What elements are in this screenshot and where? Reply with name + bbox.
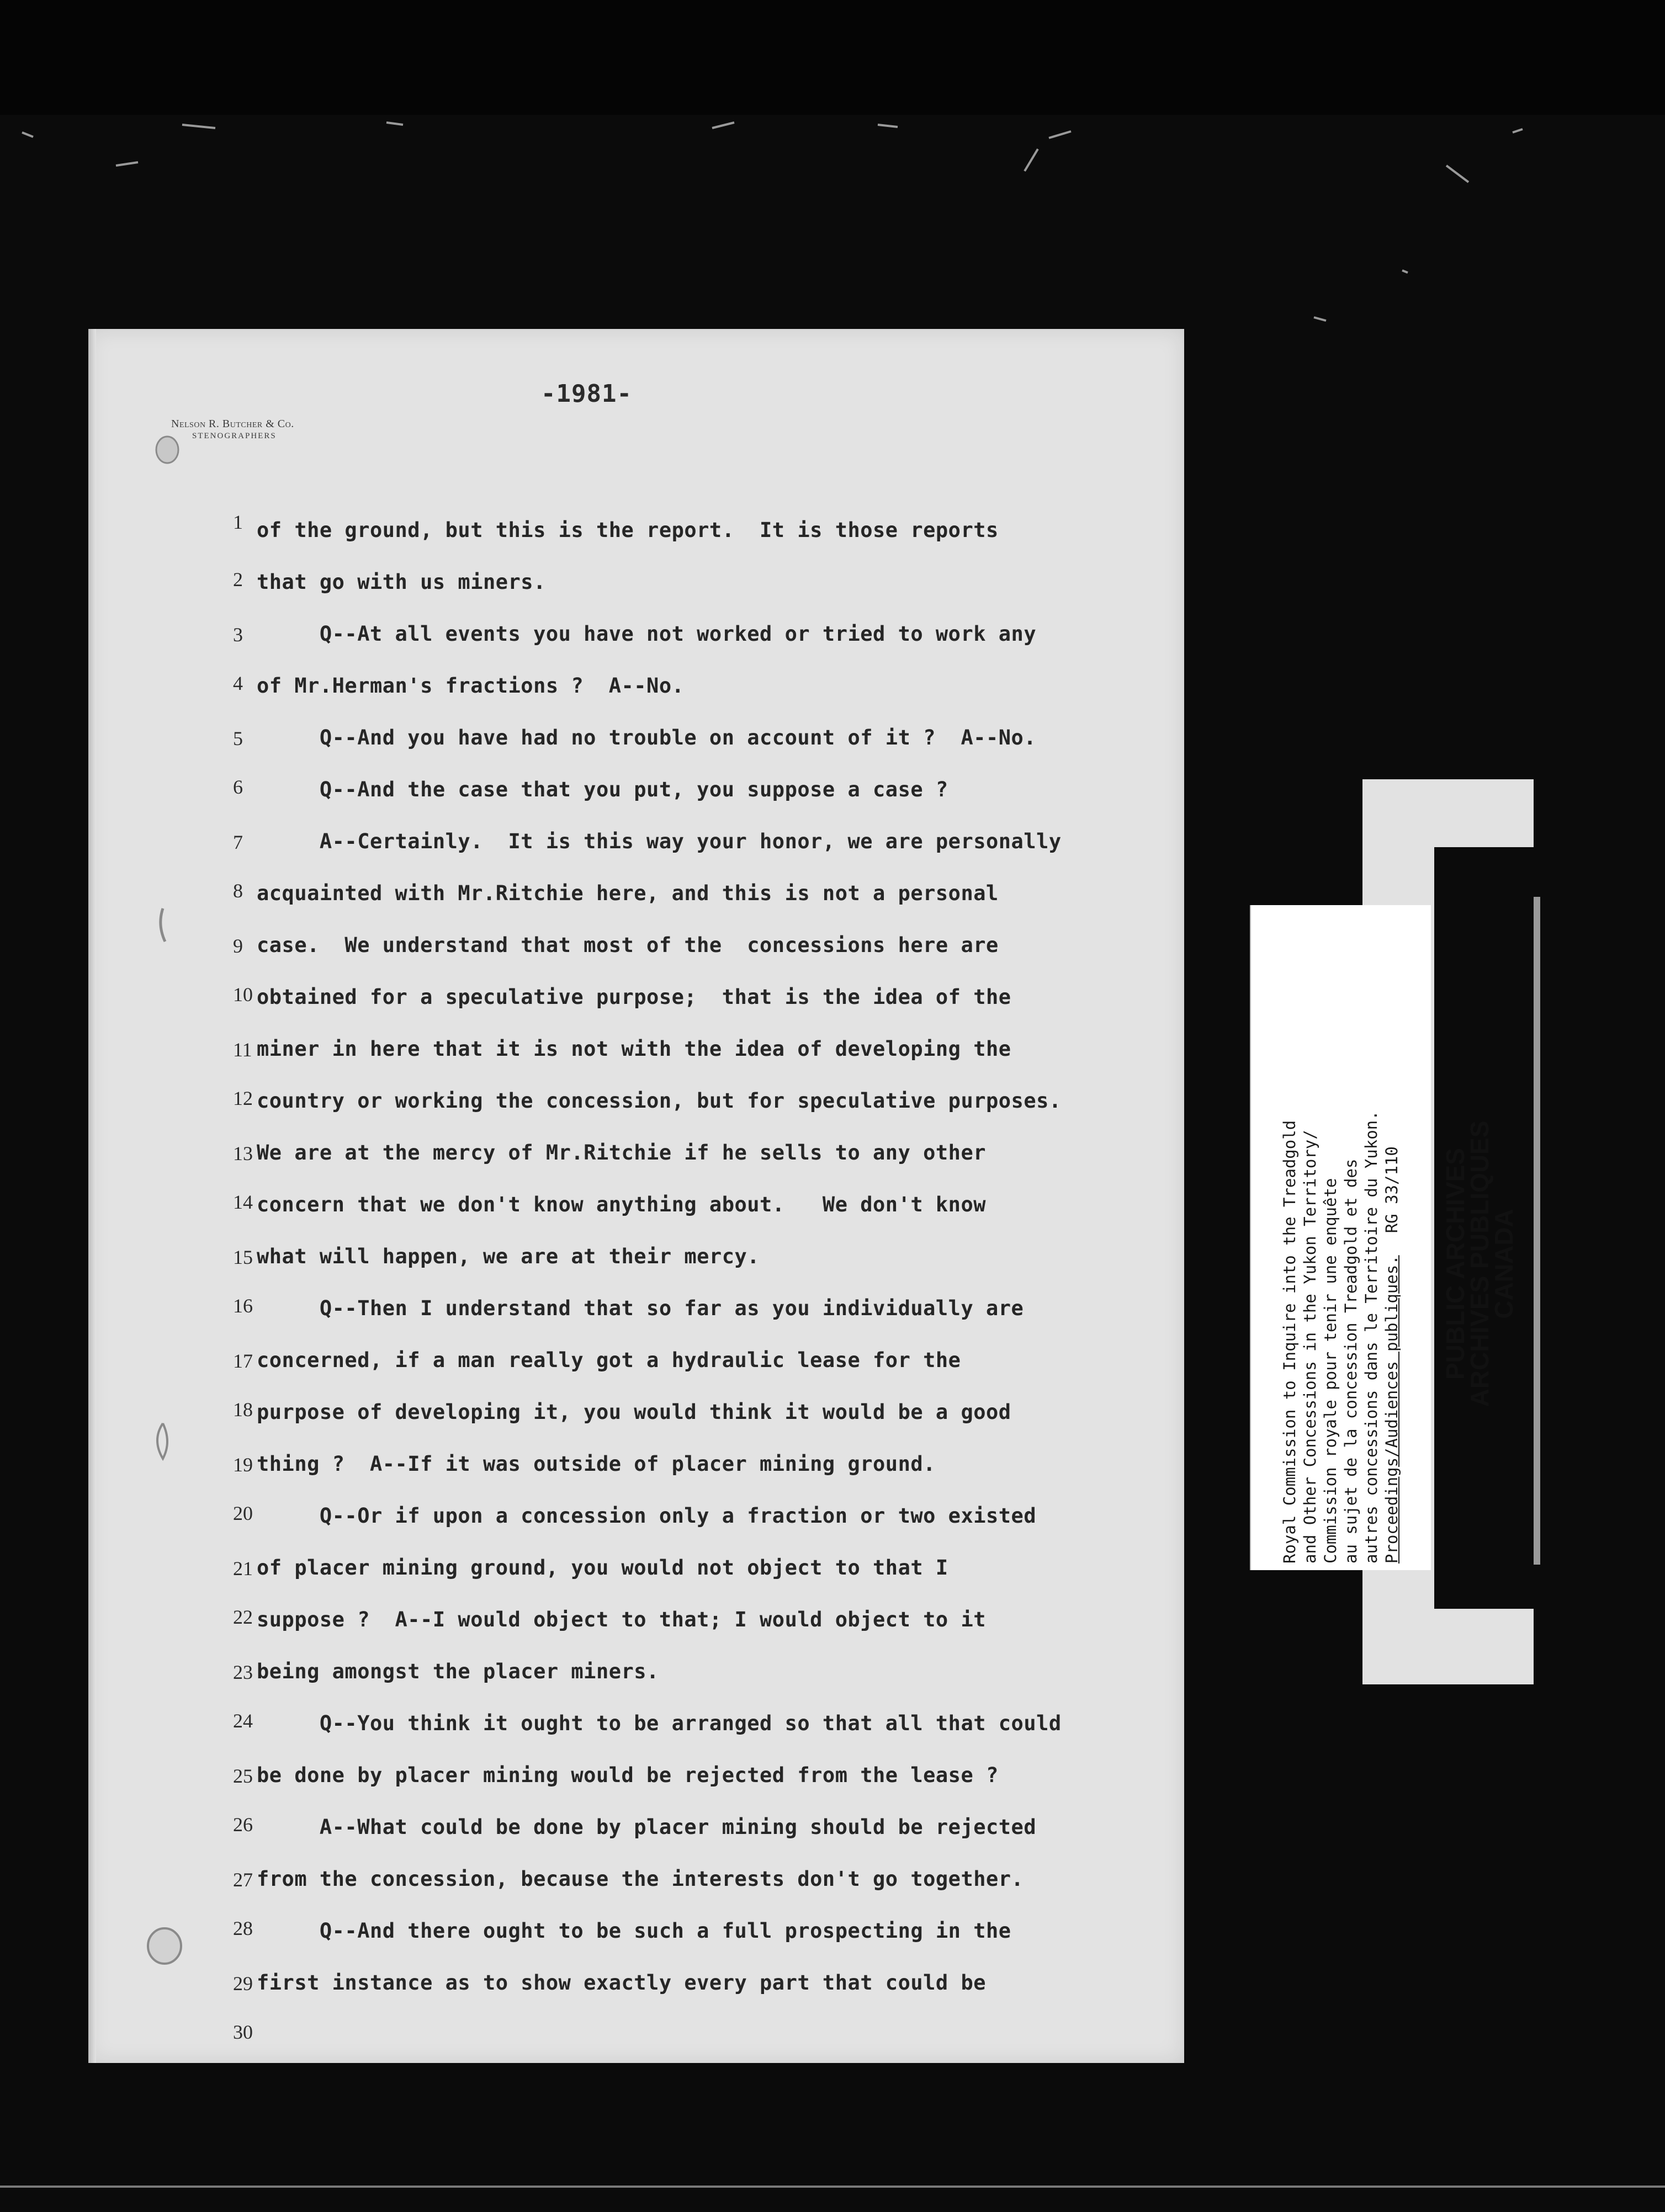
transcript-line — [88, 1240, 1184, 1273]
archive-label-text — [1280, 912, 1402, 1564]
transcript-line — [88, 566, 1184, 599]
label-line: autres concessions dans le Territoire du Yukon. — [1362, 1110, 1381, 1564]
line-text: Q--You think it ought to be arranged so that all that could — [257, 1711, 1062, 1735]
transcript-line — [88, 981, 1184, 1014]
transcript-line — [88, 1811, 1184, 1844]
line-number: 27 — [233, 1869, 253, 1891]
line-number: 23 — [233, 1661, 253, 1683]
line-number: 1 — [233, 511, 243, 533]
transcript-line — [88, 1136, 1184, 1169]
transcript-line — [88, 1551, 1184, 1584]
line-text: country or working the concession, but for speculative purposes. — [257, 1089, 1062, 1113]
line-text: first instance as to show exactly every part that could be — [257, 1971, 987, 1995]
label-line: Royal Commission to Inquire into the Treadgold — [1280, 1120, 1299, 1564]
line-number: 9 — [233, 935, 243, 957]
line-text: of Mr.Herman's fractions ? A--No. — [257, 674, 685, 698]
line-text: We are at the mercy of Mr.Ritchie if he sells to any other — [257, 1141, 987, 1165]
line-text: acquainted with Mr.Ritchie here, and this is not a personal — [257, 881, 999, 905]
line-number: 13 — [233, 1142, 253, 1165]
line-number: 16 — [233, 1295, 253, 1317]
line-number: 22 — [233, 1606, 253, 1628]
line-text: miner in here that it is not with the idea of developing the — [257, 1037, 1011, 1061]
transcript-line — [88, 1396, 1184, 1429]
transcript-line — [88, 618, 1184, 651]
letterhead-subtitle: STENOGRAPHERS — [192, 432, 277, 440]
line-text: suppose ? A--I would object to that; I would object to it — [257, 1608, 987, 1631]
transcript-line — [88, 1759, 1184, 1792]
line-number: 2 — [233, 568, 243, 591]
line-text: Q--At all events you have not worked or tried to work any — [257, 622, 1037, 646]
transcript-line — [88, 721, 1184, 754]
document-page — [88, 329, 1184, 2063]
line-text: be done by placer mining would be rejected from the lease ? — [257, 1763, 999, 1787]
label-proceedings: Proceedings/Audiences publiques. — [1382, 1254, 1401, 1564]
line-number: 5 — [233, 727, 243, 749]
label-reference: RG 33/110 — [1382, 1146, 1401, 1233]
line-text: concern that we don't know anything about. We don't know — [257, 1193, 987, 1216]
line-text: thing ? A--If it was outside of placer mining ground. — [257, 1452, 936, 1476]
transcript-line — [88, 877, 1184, 910]
label-line: and Other Concessions in the Yukon Territory/ — [1301, 1129, 1319, 1564]
transcript-line — [88, 1966, 1184, 2000]
line-number: 28 — [233, 1917, 253, 1939]
line-text: Q--And you have had no trouble on account of it ? A--No. — [257, 726, 1037, 749]
line-number: 11 — [233, 1039, 252, 1061]
transcript-line — [88, 1292, 1184, 1325]
line-number: 14 — [233, 1191, 253, 1213]
transcript-line — [88, 1500, 1184, 1533]
stamp-line: PUBLIC ARCHIVES — [1441, 1148, 1470, 1380]
transcript-line — [88, 1448, 1184, 1481]
line-text: Q--And the case that you put, you suppose a case ? — [257, 778, 948, 801]
line-number: 18 — [233, 1399, 253, 1421]
page-number: -1981- — [541, 380, 632, 408]
line-text: that go with us miners. — [257, 570, 546, 594]
line-number: 29 — [233, 1972, 253, 1995]
line-number: 15 — [233, 1246, 253, 1268]
line-number: 24 — [233, 1710, 253, 1732]
transcript-line — [88, 2018, 1184, 2051]
transcript-line — [88, 1655, 1184, 1688]
line-text: concerned, if a man really got a hydraulic lease for the — [257, 1348, 961, 1372]
line-text: case. We understand that most of the concessions here are — [257, 933, 999, 957]
transcript-line — [88, 1084, 1184, 1118]
line-text: Q--And there ought to be such a full prospecting in the — [257, 1919, 1011, 1943]
transcript-line — [88, 929, 1184, 962]
line-number: 7 — [233, 831, 243, 853]
transcript-line — [88, 825, 1184, 858]
transcript-line — [88, 511, 1184, 547]
transcript-line — [88, 1344, 1184, 1377]
line-text: being amongst the placer miners. — [257, 1660, 659, 1683]
transcript-lines — [88, 329, 1184, 2063]
label-line — [1382, 912, 1402, 1564]
line-number: 21 — [233, 1557, 253, 1580]
line-number: 17 — [233, 1350, 253, 1372]
line-text: from the concession, because the interests don't go together. — [257, 1867, 1024, 1891]
line-text: Q--Or if upon a concession only a fraction or two existed — [257, 1504, 1037, 1528]
label-line: Commission royale pour tenir une enquête — [1321, 1178, 1340, 1564]
stamp-line: ARCHIVES PUBLIQUES — [1465, 1120, 1494, 1407]
line-number: 20 — [233, 1502, 253, 1524]
transcript-line — [88, 1915, 1184, 1948]
transcript-line — [88, 1707, 1184, 1740]
transcript-line — [88, 1603, 1184, 1636]
transcript-line — [88, 669, 1184, 703]
line-number: 25 — [233, 1765, 253, 1787]
transcript-line — [88, 773, 1184, 806]
transcript-line — [88, 1033, 1184, 1066]
stamp-line: CANADA — [1489, 1209, 1518, 1319]
line-number: 10 — [233, 983, 253, 1006]
transcript-line — [88, 1188, 1184, 1221]
line-number: 26 — [233, 1814, 253, 1836]
line-number: 8 — [233, 880, 243, 902]
line-number: 4 — [233, 672, 243, 694]
line-text: purpose of developing it, you would think it would be a good — [257, 1400, 1011, 1424]
archive-label — [1250, 905, 1431, 1570]
line-text: obtained for a speculative purpose; that is the idea of the — [257, 985, 1011, 1009]
line-text: of placer mining ground, you would not object to that I — [257, 1556, 948, 1580]
line-text: A--What could be done by placer mining should be rejected — [257, 1815, 1037, 1839]
line-text: Q--Then I understand that so far as you individually are — [257, 1296, 1024, 1320]
line-text: A--Certainly. It is this way your honor, we are personally — [257, 830, 1062, 853]
line-number: 6 — [233, 776, 243, 798]
letterhead-name: Nelson R. Butcher & Co. — [171, 418, 294, 430]
line-number: 19 — [233, 1454, 253, 1476]
line-text: of the ground, but this is the report. It is those reports — [257, 518, 999, 542]
line-text: what will happen, we are at their mercy. — [257, 1245, 760, 1268]
public-archives-stamp — [1443, 1121, 1516, 1407]
line-number: 12 — [233, 1087, 253, 1109]
line-number: 3 — [233, 624, 243, 646]
transcript-line — [88, 1863, 1184, 1896]
label-line: au sujet de la concession Treadgold et des — [1341, 1158, 1360, 1564]
line-number: 30 — [233, 2021, 253, 2043]
